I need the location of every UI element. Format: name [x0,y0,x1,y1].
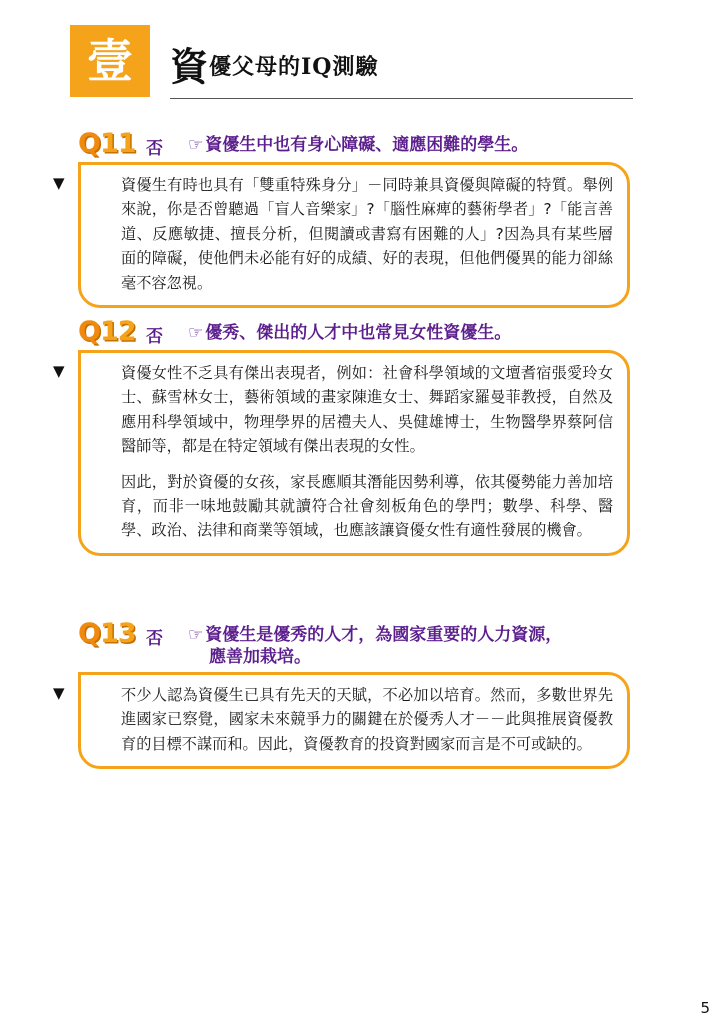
triangle-down-icon: ▼ [53,174,65,192]
answer-paragraph: 不少人認為資優生已具有先天的天賦，不必加以培育。然而，多數世界先進國家已察覺，國家未來競爭力的關鍵在於優秀人才－－此與推展資優教育的目標不謀而和。因此，資優教育的投資對國家而言是不可或缺的。 [121,686,613,753]
question-block-q13 [53,618,630,769]
answer-box [53,672,630,769]
verdict-label: 否 [146,629,163,649]
verdict-label: 否 [146,139,163,159]
answer-paragraph: 因此，對於資優的女孩，家長應順其潛能因勢利導，依其優勢能力善加培育，而非一味地鼓勵其就讀符合社會刻板角色的學門；數學、科學、醫學、政治、法律和商業等領域，也應該讓資優女性有適性發展的機會。 [121,472,613,540]
title-divider [170,98,633,99]
verdict-label: 否 [146,327,163,347]
chapter-title-rest: 優父母的IQ測驗 [209,54,379,80]
answer-box [53,350,630,556]
question-block-q12 [53,316,630,556]
chapter-badge: 壹 [70,25,150,97]
question-number: Q13 [78,618,136,649]
answer-box [53,162,630,308]
question-header [78,130,630,160]
chapter-title-first-char: 資 [170,44,210,89]
question-header [78,620,630,670]
chapter-title [170,36,378,91]
page-number: 5 [700,999,710,1017]
question-number: Q11 [78,128,136,159]
pointing-hand-icon: ☞ [188,323,204,343]
triangle-down-icon: ▼ [53,684,65,702]
question-statement: ☞ 優秀、傑出的人才中也常見女性資優生。 [188,323,512,343]
question-block-q11 [53,128,630,308]
question-statement: ☞ 資優生中也有身心障礙、適應困難的學生。 [188,135,529,155]
answer-paragraph: 資優女性不乏具有傑出表現者，例如：社會科學領域的文壇耆宿張愛玲女士、蘇雪林女士，藝術領域的畫家陳進女士、舞蹈家羅曼菲教授，自然及應用科學領域中，物理學界的居禮夫人、吳健雄博士，生物醫學界蔡阿信醫師等，都是在特定領域有傑出表現的女性。 [121,364,613,456]
question-header [78,318,630,348]
question-number: Q12 [78,316,136,347]
answer-paragraph: 資優生有時也具有「雙重特殊身分」－同時兼具資優與障礙的特質。舉例來說，你是否曾聽過「盲人音樂家」?「腦性麻痺的藝術學者」?「能言善道、反應敏捷、擅長分析，但閱讀或書寫有困難的人」?因為具有某些層面的障礙，使他們未必能有好的成績、好的表現，但他們優異的能力卻絲毫不容忽視。 [121,176,613,292]
pointing-hand-icon: ☞ [188,625,204,645]
question-statement: ☞ 資優生是優秀的人才，為國家重要的人力資源， 應善加栽培。 [188,625,563,667]
pointing-hand-icon: ☞ [188,135,204,155]
triangle-down-icon: ▼ [53,362,65,380]
